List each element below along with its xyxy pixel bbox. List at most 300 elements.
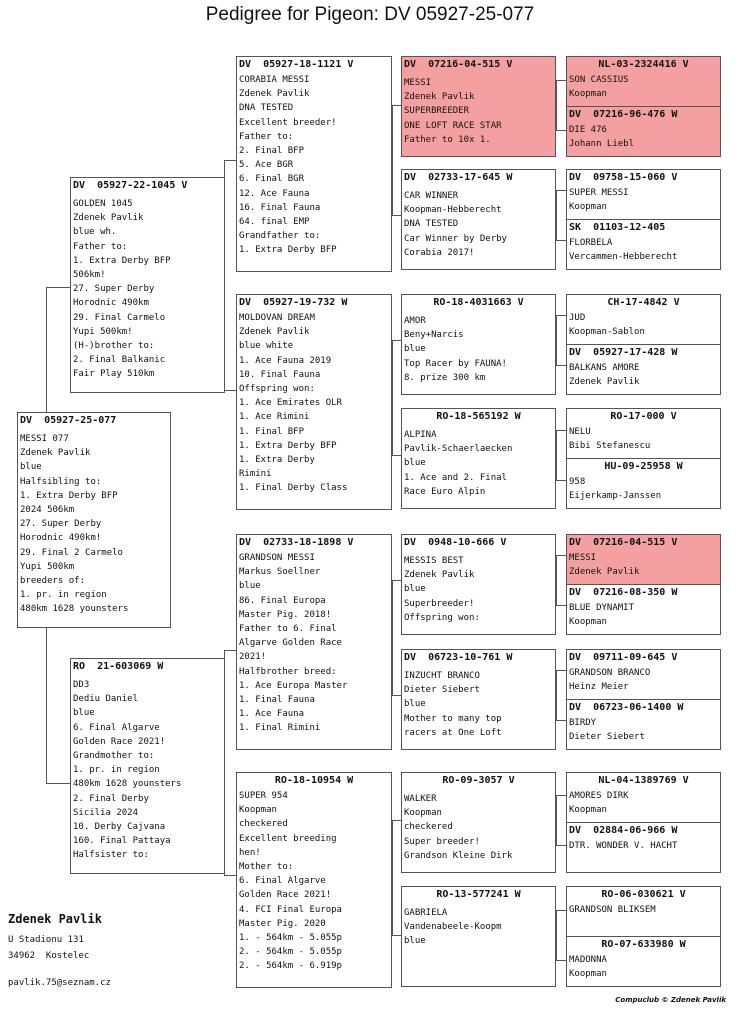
detail-line: Koopman bbox=[404, 808, 442, 819]
owner-email: pavlik.75@seznam.cz bbox=[8, 978, 111, 988]
pigeon-card-fmf[interactable] bbox=[401, 294, 556, 395]
pigeon-details bbox=[402, 309, 555, 385]
pigeon-details bbox=[567, 837, 720, 853]
ring-number: DV 05927-25-077 bbox=[20, 415, 117, 426]
detail-line: Father to 10x 1. bbox=[404, 134, 491, 145]
ring-number: DV 0948-10-666 V bbox=[404, 537, 507, 548]
detail-line: 1. Final BFP bbox=[239, 426, 305, 437]
pigeon-details bbox=[402, 664, 555, 740]
detail-line: 1. pr. in region bbox=[73, 765, 160, 776]
connector-line bbox=[392, 340, 401, 341]
pigeon-card-ff[interactable] bbox=[236, 56, 392, 272]
detail-line: 29. Final Carmelo bbox=[73, 312, 166, 323]
detail-line: 1. Ace Rimini bbox=[239, 412, 310, 423]
ring-number: DV 05927-19-732 W bbox=[239, 297, 348, 308]
detail-line: SUPER 954 bbox=[239, 791, 288, 801]
connector-line bbox=[556, 960, 566, 961]
connector-line bbox=[392, 105, 393, 215]
connector-line bbox=[46, 287, 47, 412]
pigeon-card-fmm[interactable] bbox=[401, 408, 556, 509]
detail-line: Horodnic 490km! bbox=[20, 533, 102, 544]
detail-line: 1. Ace Europa Master bbox=[239, 680, 348, 691]
footer-credit: Compuclub © Zdenek Pavlik bbox=[615, 996, 726, 1004]
ring-number: DV 09758-15-060 V bbox=[569, 172, 678, 183]
pigeon-card-mmf[interactable] bbox=[401, 772, 556, 873]
pigeon-details bbox=[402, 71, 555, 147]
detail-line: Dediu Daniel bbox=[73, 694, 139, 705]
pigeon-details bbox=[237, 309, 391, 496]
detail-line: Koopman bbox=[239, 805, 277, 816]
connector-line bbox=[392, 105, 401, 106]
pigeon-card-g6a[interactable] bbox=[566, 649, 721, 700]
detail-line: Markus Soellner bbox=[239, 567, 321, 578]
connector-line bbox=[556, 845, 566, 846]
pigeon-card-fff[interactable] bbox=[401, 56, 556, 157]
pigeon-card-g3b[interactable] bbox=[566, 344, 721, 395]
detail-line: Koopman bbox=[569, 202, 607, 213]
detail-line: Koopman-Sablon bbox=[569, 327, 645, 338]
detail-line: Rimini bbox=[239, 469, 272, 480]
detail-line: Bibi Stefanescu bbox=[569, 441, 651, 452]
pigeon-details bbox=[71, 673, 224, 863]
connector-line bbox=[392, 935, 401, 936]
detail-line: Yupi 500km! bbox=[73, 326, 133, 337]
detail-line: Father to: bbox=[239, 131, 294, 142]
detail-line: Horodnic 490km bbox=[73, 298, 149, 309]
pigeon-card-g5b[interactable] bbox=[566, 584, 721, 635]
pigeon-card-mf[interactable] bbox=[236, 534, 392, 750]
ring-number: DV 09711-09-645 V bbox=[569, 652, 678, 663]
ring-number: DV 02884-06-966 W bbox=[569, 825, 678, 836]
detail-line: 10. Derby Cajvana bbox=[73, 822, 166, 833]
detail-line: hen! bbox=[239, 847, 261, 858]
detail-line: FLORBELA bbox=[569, 238, 613, 248]
detail-line: 2. Final BFP bbox=[239, 146, 305, 157]
pigeon-card-g4a[interactable] bbox=[566, 408, 721, 459]
detail-line: MOLDOVAN DREAM bbox=[239, 313, 315, 323]
detail-line: 27. Super Derby bbox=[73, 284, 155, 295]
pigeon-card-g2b[interactable] bbox=[566, 219, 721, 270]
detail-line: AMOR bbox=[404, 316, 426, 326]
connector-line bbox=[556, 670, 566, 671]
detail-line: blue white bbox=[239, 341, 294, 352]
detail-line: 1. Extra Derby BFP bbox=[239, 245, 337, 256]
detail-line: 2. - 564km - 6.919p bbox=[239, 961, 342, 972]
detail-line: NELU bbox=[569, 427, 591, 437]
pigeon-card-g1b[interactable] bbox=[566, 106, 721, 157]
detail-line: Top Racer by FAUNA! bbox=[404, 358, 507, 369]
detail-line: Corabia 2017! bbox=[404, 247, 475, 258]
detail-line: checkered bbox=[404, 822, 453, 833]
ring-number: RO-13-577241 W bbox=[436, 889, 521, 900]
detail-line: Mother to many top bbox=[404, 713, 502, 724]
connector-line bbox=[556, 430, 557, 480]
connector-line bbox=[392, 580, 401, 581]
detail-line: DTR. WONDER V. HACHT bbox=[569, 841, 678, 851]
pigeon-details bbox=[567, 309, 720, 339]
detail-line: blue bbox=[239, 581, 261, 592]
pigeon-card-g8a[interactable] bbox=[566, 886, 721, 937]
ring-number: DV 05927-22-1045 V bbox=[73, 180, 188, 191]
pigeon-card-mmm[interactable] bbox=[401, 886, 556, 987]
detail-line: 16. Final Fauna bbox=[239, 202, 321, 213]
pigeon-details bbox=[567, 787, 720, 817]
detail-line: blue bbox=[404, 936, 426, 947]
pigeon-details bbox=[567, 184, 720, 214]
detail-line: 506km! bbox=[73, 270, 106, 281]
ring-number: RO-18-4031663 V bbox=[433, 297, 524, 308]
detail-line: SON CASSIUS bbox=[569, 75, 629, 85]
ring-number: CH-17-4842 V bbox=[607, 297, 680, 308]
detail-line: Excellent breeding bbox=[239, 833, 337, 844]
connector-line bbox=[556, 315, 557, 365]
ring-number: RO-09-3057 V bbox=[442, 775, 515, 786]
pigeon-details bbox=[71, 192, 224, 382]
detail-line: 1. Final Rimini bbox=[239, 723, 321, 734]
detail-line: 480km 1628 younsters bbox=[73, 779, 182, 790]
ring-number: RO-18-10954 W bbox=[274, 775, 354, 786]
detail-line: 1. Ace and 2. Final bbox=[404, 472, 507, 483]
pigeon-card-g7b[interactable] bbox=[566, 822, 721, 873]
detail-line: 480km 1628 younsters bbox=[20, 604, 129, 615]
connector-line bbox=[556, 795, 566, 796]
detail-line: blue bbox=[20, 462, 42, 473]
detail-line: SUPER MESSI bbox=[569, 188, 629, 198]
detail-line: blue bbox=[404, 584, 426, 595]
connector-line bbox=[392, 455, 401, 456]
detail-line: 1. Extra Derby BFP bbox=[73, 255, 171, 266]
pigeon-details bbox=[567, 423, 720, 453]
detail-line: 29. Final 2 Carmelo bbox=[20, 547, 123, 558]
pigeon-card-fm[interactable] bbox=[236, 294, 392, 510]
detail-line: DNA TESTED bbox=[239, 103, 294, 114]
page-title: Pedigree for Pigeon: DV 05927-25-077 bbox=[205, 4, 535, 25]
connector-line bbox=[46, 287, 70, 288]
detail-line: 2. Final Derby bbox=[73, 793, 149, 804]
detail-line: Algarve Golden Race bbox=[239, 638, 342, 649]
detail-line: Golden Race 2021! bbox=[239, 890, 332, 901]
pigeon-pair-g8 bbox=[566, 886, 721, 987]
detail-line: Super breeder! bbox=[404, 836, 480, 847]
detail-line: MESSIS BEST bbox=[404, 556, 464, 566]
connector-line bbox=[556, 910, 557, 960]
detail-line: Car Winner by Derby bbox=[404, 233, 507, 244]
detail-line: BIRDY bbox=[569, 718, 597, 728]
pigeon-details bbox=[567, 714, 720, 744]
pigeon-details bbox=[402, 901, 555, 949]
pigeon-pair-g5 bbox=[566, 534, 721, 635]
pigeon-card-g3a[interactable] bbox=[566, 294, 721, 345]
detail-line: 2. Final Balkanic bbox=[73, 355, 166, 366]
ring-number: RO-17-000 V bbox=[610, 411, 677, 422]
pigeon-details bbox=[567, 901, 720, 917]
connector-line bbox=[556, 555, 557, 605]
detail-line: 6. Final BGR bbox=[239, 174, 305, 185]
connector-line bbox=[392, 820, 401, 821]
connector-line bbox=[392, 340, 393, 455]
detail-line: 1. Ace Fauna 2019 bbox=[239, 355, 332, 366]
detail-line: MESSI bbox=[404, 78, 432, 88]
connector-line bbox=[556, 130, 566, 131]
detail-line: Sicilia 2024 bbox=[73, 807, 139, 818]
detail-line: Zdenek Pavlik bbox=[404, 570, 475, 581]
detail-line: GABRIELA bbox=[404, 908, 448, 918]
connector-line bbox=[556, 480, 566, 481]
detail-line: Zdenek Pavlik bbox=[569, 377, 640, 388]
detail-line: Koopman bbox=[569, 969, 607, 980]
ring-number: RO 21-603069 W bbox=[73, 661, 164, 672]
detail-line: Superbreeder! bbox=[404, 598, 475, 609]
pigeon-details bbox=[567, 359, 720, 389]
pigeon-details bbox=[237, 549, 391, 736]
connector-line bbox=[392, 820, 393, 935]
owner-address bbox=[8, 932, 111, 964]
connector-line bbox=[224, 160, 236, 161]
detail-line: Johann Liebl bbox=[569, 139, 635, 150]
detail-line: DD3 bbox=[73, 680, 90, 690]
pigeon-pair-g1 bbox=[566, 56, 721, 157]
ring-number: DV 05927-18-1121 V bbox=[239, 59, 354, 70]
detail-line: Dieter Siebert bbox=[404, 685, 480, 696]
detail-line: 27. Super Derby bbox=[20, 519, 102, 530]
detail-line: 1. - 564km - 5.055p bbox=[239, 933, 342, 944]
ring-number: DV 07216-08-350 W bbox=[569, 587, 678, 598]
connector-line bbox=[224, 390, 236, 391]
detail-line: Zdenek Pavlik bbox=[73, 213, 144, 224]
detail-line: 1. Ace Emirates OLR bbox=[239, 398, 342, 409]
detail-line: 64. final EMP bbox=[239, 217, 310, 228]
connector-line bbox=[556, 430, 566, 431]
pigeon-details bbox=[18, 427, 170, 617]
ring-number: DV 05927-17-428 W bbox=[569, 347, 678, 358]
detail-line: Grandfather to: bbox=[239, 231, 321, 242]
detail-line: MESSI bbox=[569, 553, 597, 563]
pigeon-pair-g3 bbox=[566, 294, 721, 395]
pigeon-card-g5a[interactable] bbox=[566, 534, 721, 585]
pigeon-details bbox=[402, 787, 555, 863]
connector-line bbox=[556, 240, 566, 241]
detail-line: JUD bbox=[569, 313, 586, 323]
pigeon-details bbox=[567, 473, 720, 503]
connector-line bbox=[556, 670, 557, 720]
ring-number: NL-04-1389769 V bbox=[598, 775, 689, 786]
connector-line bbox=[556, 315, 566, 316]
detail-line: DIE 476 bbox=[569, 125, 607, 135]
detail-line: 1. Final Derby Class bbox=[239, 483, 348, 494]
pigeon-details bbox=[237, 787, 391, 974]
detail-line: BLUE DYNAMIT bbox=[569, 603, 635, 613]
pigeon-card-mff[interactable] bbox=[401, 534, 556, 635]
owner-name: Zdenek Pavlik bbox=[8, 912, 102, 926]
detail-line: 160. Final Pattaya bbox=[73, 836, 171, 847]
detail-line: Pavlik-Schaerlaecken bbox=[404, 444, 513, 455]
connector-line bbox=[556, 80, 566, 81]
detail-line: Zdenek Pavlik bbox=[404, 92, 475, 103]
ring-number: DV 07216-96-476 W bbox=[569, 109, 678, 120]
connector-line bbox=[46, 783, 70, 784]
detail-line: GRANDSON BLIKSEM bbox=[569, 905, 656, 915]
detail-line: 1. pr. in region bbox=[20, 590, 107, 601]
detail-line: 4. FCI Final Europa bbox=[239, 904, 342, 915]
pigeon-card-mm[interactable] bbox=[236, 772, 392, 988]
pigeon-details bbox=[567, 71, 720, 101]
ring-number: DV 02733-18-1898 V bbox=[239, 537, 354, 548]
ring-number: DV 07216-04-515 V bbox=[569, 537, 678, 548]
ring-number: RO-07-633980 W bbox=[601, 939, 686, 950]
owner-info bbox=[8, 912, 111, 988]
pigeon-card-g6b[interactable] bbox=[566, 699, 721, 750]
detail-line: 6. Final Algarve bbox=[239, 876, 326, 887]
detail-line: Golden Race 2021! bbox=[73, 736, 166, 747]
detail-line: Zdenek Pavlik bbox=[239, 89, 310, 100]
detail-line: Vandenabeele-Koopm bbox=[404, 922, 502, 933]
detail-line: blue bbox=[404, 344, 426, 355]
detail-line: checkered bbox=[239, 819, 288, 830]
detail-line: blue bbox=[404, 699, 426, 710]
pigeon-card-mfm[interactable] bbox=[401, 649, 556, 750]
detail-line: CAR WINNER bbox=[404, 191, 459, 201]
detail-line: blue bbox=[404, 458, 426, 469]
detail-line: 2. - 564km - 5.055p bbox=[239, 947, 342, 958]
detail-line: 8. prize 300 km bbox=[404, 372, 486, 383]
pigeon-details bbox=[567, 121, 720, 151]
detail-line: blue wh. bbox=[73, 227, 117, 238]
connector-line bbox=[556, 720, 566, 721]
pigeon-details bbox=[402, 549, 555, 625]
detail-line: Master Pig. 2018! bbox=[239, 609, 332, 620]
detail-line: Fair Play 510km bbox=[73, 369, 155, 380]
detail-line: 2024 506km bbox=[20, 505, 75, 516]
ring-number: NL-03-2324416 V bbox=[598, 59, 689, 70]
detail-line: 12. Ace Fauna bbox=[239, 188, 310, 199]
detail-line: 10. Final Fauna bbox=[239, 369, 321, 380]
pigeon-pair-g6 bbox=[566, 649, 721, 750]
detail-line: ALPINA bbox=[404, 430, 437, 440]
pigeon-pair-g2 bbox=[566, 169, 721, 270]
connector-line bbox=[556, 555, 566, 556]
detail-line: GOLDEN 1045 bbox=[73, 199, 133, 209]
connector-line bbox=[556, 190, 566, 191]
pigeon-card-g8b[interactable] bbox=[566, 936, 721, 987]
detail-line: Master Pig. 2020 bbox=[239, 918, 326, 929]
connector-line bbox=[392, 695, 401, 696]
connector-line bbox=[46, 628, 47, 783]
detail-line: Vercammen-Hebberecht bbox=[569, 252, 678, 263]
pigeon-card-subject[interactable] bbox=[17, 412, 171, 628]
pigeon-card-g2a[interactable] bbox=[566, 169, 721, 220]
detail-line: INZUCHT BRANCO bbox=[404, 671, 480, 681]
detail-line: 1. Ace Fauna bbox=[239, 709, 305, 720]
address-line-2: 34962 Kostelec bbox=[8, 951, 90, 961]
detail-line: MADONNA bbox=[569, 955, 607, 965]
detail-line: Koopman-Hebberecht bbox=[404, 205, 502, 216]
connector-line bbox=[556, 605, 566, 606]
connector-line bbox=[224, 650, 236, 651]
pigeon-details bbox=[567, 549, 720, 579]
detail-line: MESSI 077 bbox=[20, 434, 69, 444]
pigeon-card-g1a[interactable] bbox=[566, 56, 721, 107]
detail-line: Mother to: bbox=[239, 862, 294, 873]
detail-line: Eijerkamp-Janssen bbox=[569, 491, 662, 502]
detail-line: 5. Ace BGR bbox=[239, 160, 294, 171]
detail-line: 1. Extra Derby bbox=[239, 455, 315, 466]
ring-number: DV 07216-04-515 V bbox=[404, 59, 513, 70]
pigeon-card-father[interactable] bbox=[70, 177, 225, 393]
pigeon-details bbox=[567, 664, 720, 694]
pigeon-details bbox=[402, 184, 555, 260]
connector-line bbox=[392, 215, 401, 216]
connector-line bbox=[556, 795, 557, 845]
detail-line: Zdenek Pavlik bbox=[20, 448, 91, 459]
ring-number: DV 06723-10-761 W bbox=[404, 652, 513, 663]
detail-line: Father to 6. Final bbox=[239, 624, 337, 635]
pigeon-card-ffm[interactable] bbox=[401, 169, 556, 270]
detail-line: Grandson Kleine Dirk bbox=[404, 850, 513, 861]
detail-line: 6. Final Algarve bbox=[73, 722, 160, 733]
detail-line: ONE LOFT RACE STAR bbox=[404, 120, 502, 131]
detail-line: Heinz Meier bbox=[569, 682, 629, 693]
detail-line: Zdenek Pavlik bbox=[569, 567, 640, 578]
detail-line: 1. Extra Derby BFP bbox=[20, 490, 118, 501]
detail-line: 86. Final Europa bbox=[239, 595, 326, 606]
ring-number: RO-06-030621 V bbox=[601, 889, 686, 900]
pigeon-card-g4b[interactable] bbox=[566, 458, 721, 509]
detail-line: Halfbrother breed: bbox=[239, 666, 337, 677]
pigeon-card-mother[interactable] bbox=[70, 658, 225, 874]
detail-line: breeders of: bbox=[20, 576, 86, 587]
detail-line: SUPERBREEDER bbox=[404, 106, 470, 117]
connector-line bbox=[556, 910, 566, 911]
connector-line bbox=[556, 80, 557, 130]
detail-line: 2021! bbox=[239, 652, 267, 663]
pigeon-pair-g4 bbox=[566, 408, 721, 509]
pigeon-pair-g7 bbox=[566, 772, 721, 873]
pigeon-card-g7a[interactable] bbox=[566, 772, 721, 823]
connector-line bbox=[224, 875, 236, 876]
detail-line: Offspring won: bbox=[404, 612, 480, 623]
detail-line: Beny+Narcis bbox=[404, 330, 464, 341]
detail-line: Dieter Siebert bbox=[569, 732, 645, 743]
detail-line: (H-)brother to: bbox=[73, 341, 155, 352]
pigeon-details bbox=[567, 951, 720, 981]
pigeon-details bbox=[237, 71, 391, 258]
detail-line: BALKANS AMORE bbox=[569, 363, 640, 373]
detail-line: Halfsister to: bbox=[73, 850, 149, 861]
detail-line: WALKER bbox=[404, 794, 437, 804]
detail-line: 958 bbox=[569, 477, 586, 487]
detail-line: 1. Extra Derby BFP bbox=[239, 440, 337, 451]
pigeon-details bbox=[567, 599, 720, 629]
detail-line: Halfsibling to: bbox=[20, 476, 102, 487]
pigeon-details bbox=[402, 423, 555, 499]
connector-line bbox=[556, 365, 566, 366]
detail-line: Race Euro Alpin bbox=[404, 486, 486, 497]
detail-line: GRANDSON BRANCO bbox=[569, 668, 651, 678]
detail-line: racers at One Loft bbox=[404, 727, 502, 738]
detail-line: CORABIA MESSI bbox=[239, 75, 310, 85]
detail-line: Father to: bbox=[73, 241, 128, 252]
detail-line: 1. Final Fauna bbox=[239, 695, 315, 706]
detail-line: Yupi 500km bbox=[20, 561, 75, 572]
ring-number: RO-18-565192 W bbox=[436, 411, 521, 422]
detail-line: AMORES DIRK bbox=[569, 791, 629, 801]
ring-number: DV 06723-06-1400 W bbox=[569, 702, 684, 713]
ring-number: SK 01103-12-405 bbox=[569, 222, 666, 233]
pigeon-details bbox=[567, 234, 720, 264]
detail-line: blue bbox=[73, 708, 95, 719]
detail-line: GRANDSON MESSI bbox=[239, 553, 315, 563]
detail-line: Koopman bbox=[569, 617, 607, 628]
